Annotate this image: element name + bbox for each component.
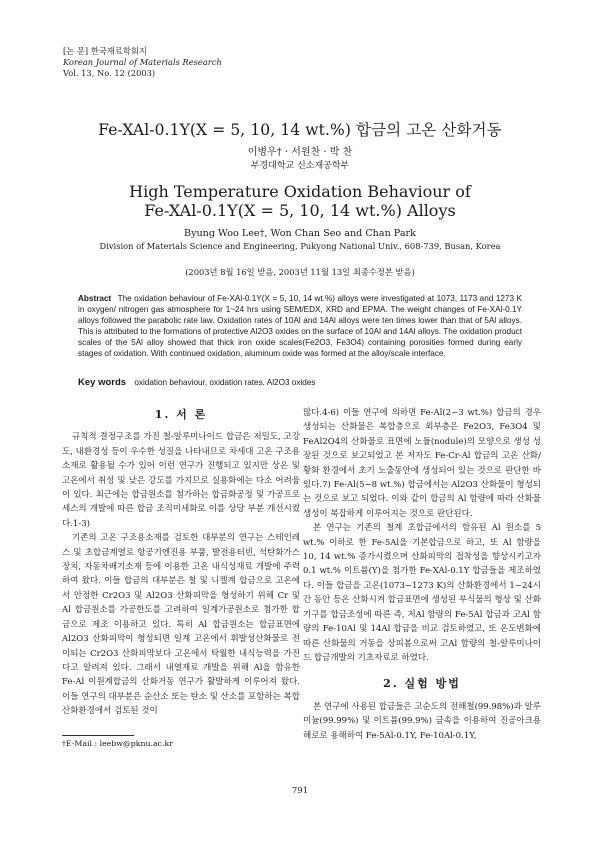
left-column bbox=[62, 408, 300, 719]
keywords-text: oxidation behaviour, oxidation rates, Al2O3 oxides bbox=[134, 378, 316, 387]
keywords bbox=[78, 377, 522, 388]
keywords-label: Key words bbox=[78, 377, 127, 388]
abstract-label: Abstract bbox=[78, 294, 112, 303]
journal-type-line: [논 문] 한국재료학회지 bbox=[63, 46, 147, 56]
authors-korean: 이병우† · 서원찬 · 박 찬 bbox=[247, 147, 353, 158]
title-english-line1: High Temperature Oxidation Behaviour of bbox=[129, 182, 471, 201]
abstract-text: The oxidation behaviour of Fe-XAl-0.1Y(X = 5, 10, 14 wt.%) alloys were investigated at 1073, 1173 and 1273 K in oxygen/ nitrogen gas atmosphere for 1~24 hrs using SEM/EDX, XRD and EPMA. The weight changes of Fe-XAl-0.1Y alloys followed the parabolic rate law. Oxidation rates of 10Al and 14Al alloys were ten times lower than that of 5Al alloys. This is attributed to the formations of protective Al2O3 oxides on the surface of 10Al and 14Al alloys. The oxidation product scales of the 5Al alloy showed that thick iron oxide scales(Fe2O3, Fe3O4) containing porosities formed during early stages of oxidation. With continued oxidation, aluminum oxide was formed at the alloy/scale interface. bbox=[78, 294, 522, 359]
intro-paragraph-1: 규칙적 결정구조를 가진 철-알루미나이드 합금은 저밀도, 고강도, 내환경성 등이 우수한 성질을 나타내므로 차세대 고온 구조용 소재로 활용될 수가 있어 이런 연구가 진행되고 있지만 상온 및 고온에서 취성 및 낮은 강도를 가지므로 실용화에는 다소 어려움이 있다. 최근에는 합금원소를 첨가하는 합금화공정 및 가공프로세스의 개발에 따른 합금 조직미세화로 이를 상당 부분 개선시켰다.1-3) bbox=[62, 432, 300, 529]
intro-paragraph-2: 기존의 고온 구조용소재를 검토한 대부분의 연구는 스테인레스 및 초합금계열로 항공기엔진용 부품, 발전용터빈, 석탄화가스장치, 자동차배기소재 등에 이용한 고온 내식성재료 개발에 주력하여 왔다. 이들 합금의 대부분은 철 및 니켈계 합금으로 고온에서 안정한 Cr2O3 및 Al2O3 산화피막을 형성하기 위해 Cr 및 Al 합금원소를 가공한도를 고려하여 일계가공원소로 첨가한 합금으로 제조 이용하고 있다. 특히 Al 합금원소는 합금표면에 Al2O3 산화피막이 형성되면 일계 고온에서 휘발성산화물로 전이되는 Cr2O3 산화피막보다 고온에서 탁월한 내식능력을 가진다고 알려져 있다. 그래서 내열재료 개발을 위해 Al을 함유한 Fe-Al 이원계합금의 산화거동 연구가 활발하게 이루어져 왔다. 이들 연구의 대부분은 순산소 또는 탄소 및 산소를 포함하는 복합 산화환경에서 검토된 것이 bbox=[62, 533, 300, 717]
journal-volume: Vol. 13, No. 12 (2003) bbox=[63, 68, 156, 78]
journal-header bbox=[63, 46, 222, 79]
methods-paragraph-1: 본 연구에 사용된 합금들은 고순도의 전해철(99.98%)과 알루미늄(99.99%) 및 이트륨(99.9%) 금속을 이용하여 진공아크용해로로 용해하여 Fe-5Al-0.1Y, Fe-10Al-0.1Y, bbox=[303, 701, 541, 741]
corresponding-email: †E-Mail : leebw@pknu.ac.kr bbox=[62, 739, 173, 748]
intro-paragraph-4: 본 연구는 기존의 철계 초합금에서의 함유된 Al 원소를 5 wt.% 이하로 한 Fe-5Al을 기본합금으로 하고, 또 Al 함량을 10, 14 wt.% 증가시켰으며 산화피막의 접착성을 향상시키고자 0.1 wt.% 이트륨(Y)을 첨가한 Fe-XAl-0.1Y 합금들을 제조하였다. 이들 합금을 고온(1073~1273 K)의 산화환경에서 1~24시간 동안 등온 산화시켜 합금표면에 생성된 부식물의 형상 및 산화기구를 합금조성에 따른 즉, 저Al 함량의 Fe-5Al 합금과 고Al 함량의 Fe-10Al 및 14Al 합금을 비교 검토하였고, 또 온도변화에 따른 산화물의 거동을 상피봄으로써 고Al 함량의 철-알루미나이드 합금개발의 기초자료로 하였다. bbox=[303, 523, 541, 663]
footnote-rule bbox=[62, 735, 134, 736]
intro-paragraph-3: 많다.4-6) 이들 연구에 의하면 Fe-Al(2~3 wt.%) 합금의 경우 생성되는 산화물은 복합층으로 외부층은 Fe2O3, Fe3O4 및 FeAl2O4의 산화물로 표면에 노듈(nodule)의 모양으로 생성 성장된 것으로 보고되었고 본 저자도 Fe-Cr-Al 합금의 고온 산화/황화 환경에서 초기 노출동안에 생성되어 있는 것으로 판단한 바 있다.7) Fe-Al(5~8 wt.%) 합금에서는 Al2O3 산화물이 형성되는 것으로 보고 되었다. 이와 같이 합금의 Al 함량에 따라 산화물 생성이 복잡하게 이루어지는 것으로 판단된다. bbox=[303, 408, 541, 519]
title-korean: Fe-XAl-0.1Y(X = 5, 10, 14 wt.%) 합금의 고온 산화거동 bbox=[98, 121, 502, 139]
page-number: 791 bbox=[291, 786, 309, 796]
received-dates: (2003년 8월 16일 받음, 2003년 11월 13일 최종수정본 받음) bbox=[185, 267, 415, 277]
authors-english: Byung Woo Lee†, Won Chan Seo and Chan Park bbox=[184, 228, 416, 239]
section-heading-introduction: 1. 서 론 bbox=[154, 408, 208, 421]
title-english-line2: Fe-XAl-0.1Y(X = 5, 10, 14 wt.%) Alloys bbox=[144, 201, 456, 220]
title-english bbox=[0, 182, 600, 220]
affiliation-korean: 부경대학교 신소재공학부 bbox=[250, 161, 350, 171]
section-heading-methods: 2. 실험 방법 bbox=[383, 677, 461, 691]
right-column bbox=[303, 406, 541, 743]
journal-name: Korean Journal of Materials Research bbox=[63, 57, 222, 67]
affiliation-english: Division of Materials Science and Engineering, Pukyong National Univ., 608-739, Busan, Korea bbox=[99, 241, 501, 251]
abstract bbox=[78, 293, 522, 360]
